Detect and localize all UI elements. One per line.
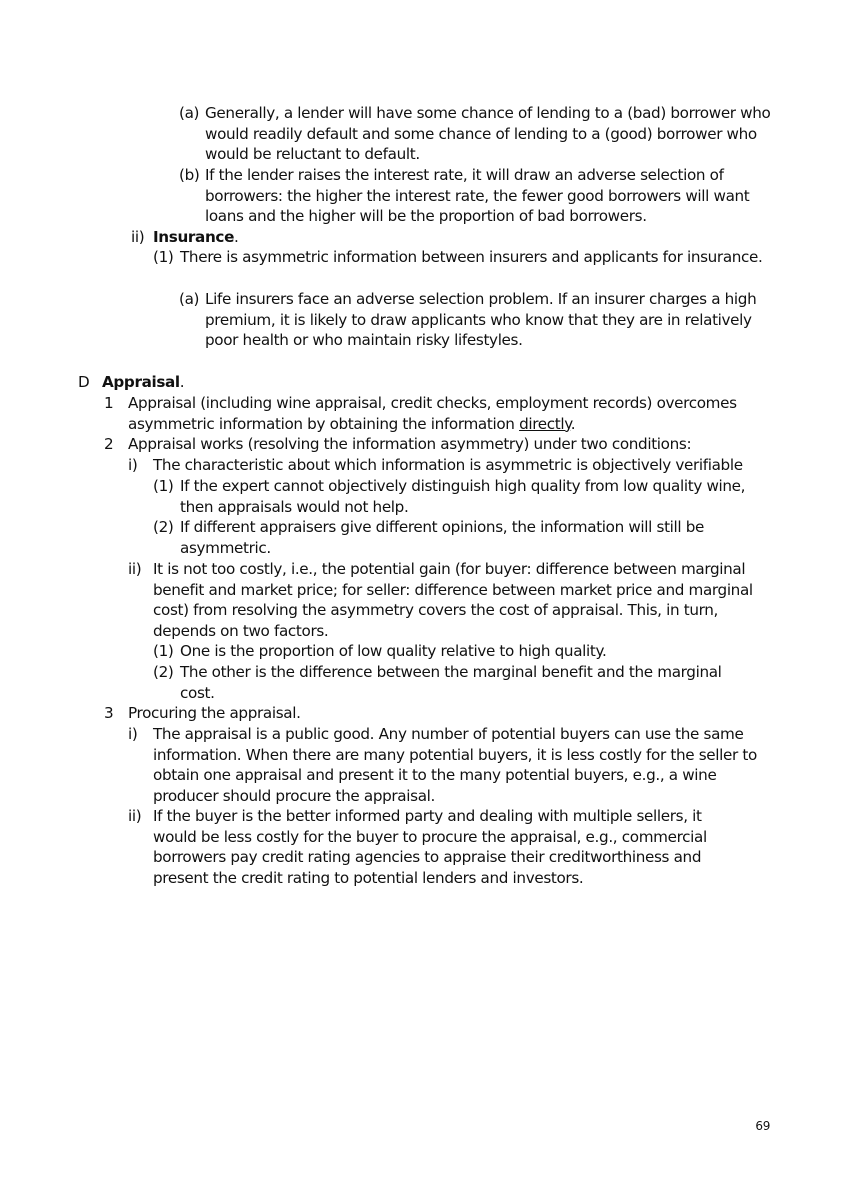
list-marker: (2) <box>153 518 174 536</box>
list-marker: 2 <box>104 435 114 453</box>
list-text: Life insurers face an adverse selection problem. If an insurer charges a high premium, it is likely to draw applicants who know that they are in relatively poor health or who maintain risky lifestyles. <box>205 290 757 350</box>
underlined-word: directly <box>519 414 571 433</box>
list-text: One is the proportion of low quality relative to high quality. <box>180 642 607 660</box>
list-text: Appraisal works (resolving the information asymmetry) under two conditions: <box>128 435 692 453</box>
list-heading <box>153 227 771 248</box>
list-item <box>153 476 775 517</box>
list-marker: 3 <box>104 704 114 722</box>
list-item <box>128 806 748 888</box>
list-marker: (a) <box>179 104 200 122</box>
list-marker: (a) <box>179 290 200 308</box>
section-heading <box>78 372 768 393</box>
list-item <box>153 517 765 558</box>
list-text: Generally, a lender will have some chance of lending to a (bad) borrower who would readily default and some chance of lending to a (good) borrower who would be reluctant to default. <box>205 104 771 164</box>
heading-punct: . <box>234 228 239 246</box>
list-item <box>153 247 765 268</box>
list-item <box>179 103 779 165</box>
list-item <box>179 289 779 351</box>
heading-insurance: Insurance <box>153 228 235 246</box>
list-text: If the expert cannot objectively distinguish high quality from low quality wine, then appraisals would not help. <box>180 477 746 516</box>
list-item <box>104 434 784 455</box>
list-marker: ii) <box>128 807 142 825</box>
list-text-main: Appraisal (including wine appraisal, credit checks, employment records) overcomes asymmetric information by obtaining the information <box>128 394 737 433</box>
list-text: Procuring the appraisal. <box>128 704 301 722</box>
list-marker: i) <box>128 725 138 743</box>
list-item <box>179 165 779 227</box>
list-marker: (1) <box>153 477 174 495</box>
list-item <box>131 227 771 248</box>
list-marker: 1 <box>104 394 114 412</box>
list-item <box>104 393 766 434</box>
list-marker: ii) <box>131 228 145 246</box>
list-marker: (1) <box>153 642 174 660</box>
heading-appraisal: Appraisal <box>102 373 180 391</box>
list-text: The appraisal is a public good. Any number of potential buyers can use the same information. When there are many potential buyers, it is less costly for the seller to obtain one appraisal and present it to the many potential buyers, e.g., a wine producer should procure the appraisal. <box>153 725 757 805</box>
list-item <box>104 703 764 724</box>
list-marker: i) <box>128 456 138 474</box>
list-item <box>128 455 808 476</box>
list-marker: (b) <box>179 166 200 184</box>
section-marker: D <box>78 373 90 391</box>
list-text: The other is the difference between the marginal benefit and the marginal cost. <box>180 663 722 702</box>
list-marker: (1) <box>153 248 174 266</box>
list-text: The characteristic about which information is asymmetric is objectively verifiable <box>153 456 743 474</box>
list-item <box>153 641 765 662</box>
list-item <box>153 662 753 703</box>
list-text: If different appraisers give different opinions, the information will still be asymmetric. <box>180 518 705 557</box>
list-text: If the lender raises the interest rate, it will draw an adverse selection of borrowers: the higher the interest rate, the fewer good borrowers will want loans and the higher will be the proportion of bad borrowers. <box>205 166 750 226</box>
list-text-end: . <box>570 414 576 433</box>
list-marker: (2) <box>153 663 174 681</box>
list-text: If the buyer is the better informed party and dealing with multiple sellers, it would be less costly for the buyer to procure the appraisal, e.g., commercial borrowers pay credit rating agencies to appraise their creditworthiness and present the credit rating to potential lenders and investors. <box>153 807 707 887</box>
page-number: 69 <box>755 1119 770 1133</box>
list-text: There is asymmetric information between insurers and applicants for insurance. <box>180 248 763 266</box>
list-item <box>128 724 774 806</box>
list-text <box>128 393 766 434</box>
list-marker: ii) <box>128 560 142 578</box>
list-text: It is not too costly, i.e., the potential gain (for buyer: difference between marginal benefit and market price; for seller: difference between market price and marginal cost) from resolving the asymmetry covers the cost of appraisal. This, in turn, depends on two factors. <box>153 560 753 640</box>
section-title <box>102 372 768 393</box>
heading-punct: . <box>179 373 185 391</box>
list-item <box>128 559 756 641</box>
